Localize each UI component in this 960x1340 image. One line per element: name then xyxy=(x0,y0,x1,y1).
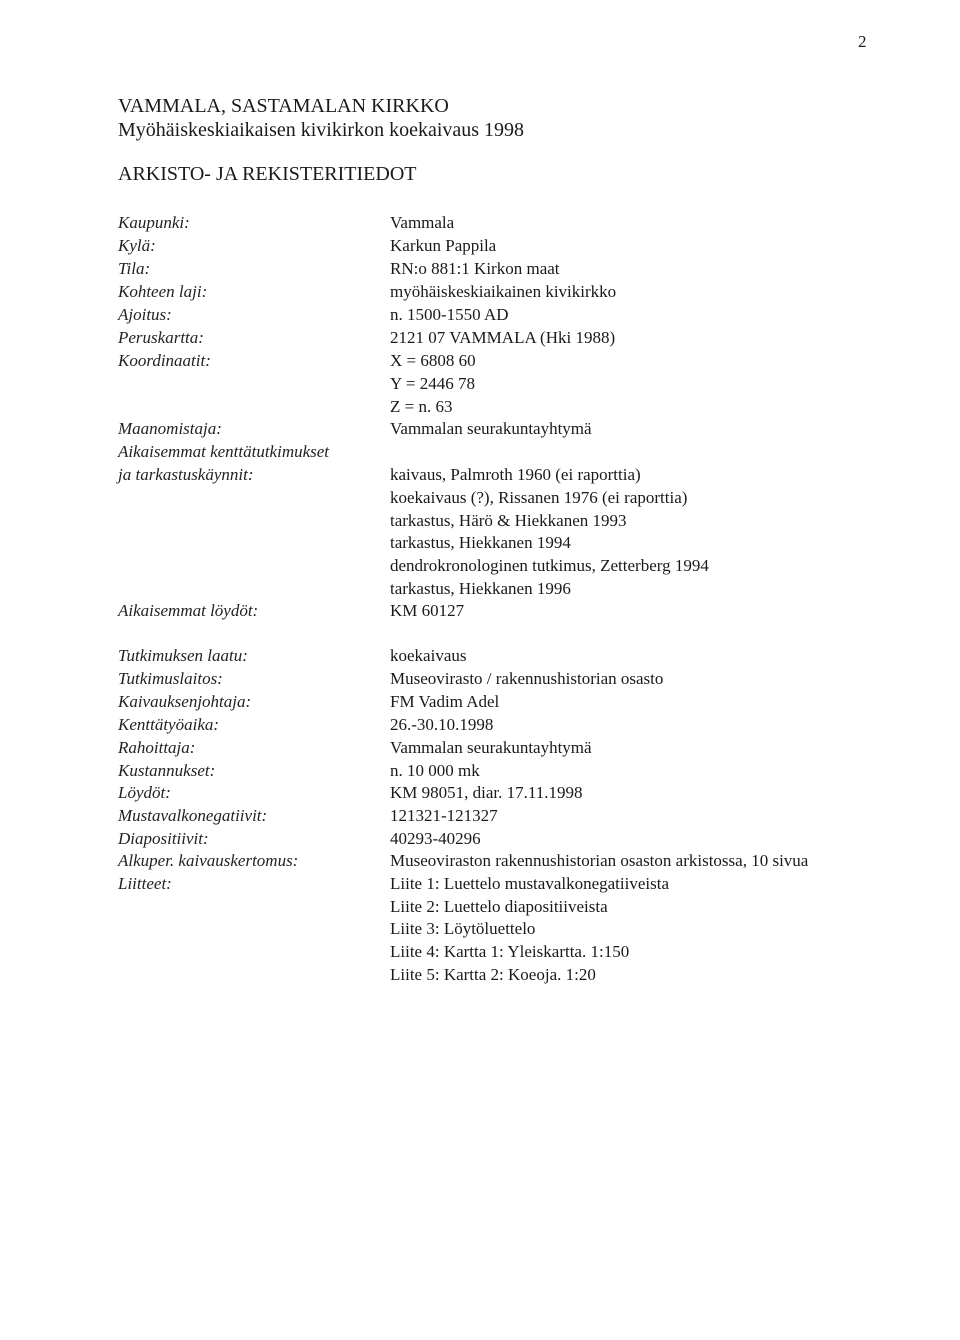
value-rahoittaja: Vammalan seurakuntayhtymä xyxy=(390,738,592,757)
label-koordinaatit: Koordinaatit: xyxy=(118,351,211,370)
label-ajoitus: Ajoitus: xyxy=(118,305,172,324)
value-kaivauksenjohtaja: FM Vadim Adel xyxy=(390,692,500,711)
value-peruskartta: 2121 07 VAMMALA (Hki 1988) xyxy=(390,328,616,347)
list-item-liite: Liite 3: Löytöluettelo xyxy=(390,919,536,938)
label-tila: Tila: xyxy=(118,259,151,278)
label-mustavalkonegatiivit: Mustavalkonegatiivit: xyxy=(118,806,268,825)
value-kohteen-laji: myöhäiskeskiaikainen kivikirkko xyxy=(390,282,617,301)
label-aikaisemmat-kenttatutkimukset: Aikaisemmat kenttätutkimukset xyxy=(118,442,330,461)
list-item-aikaisempi-tutkimus: tarkastus, Härö & Hiekkanen 1993 xyxy=(390,511,627,530)
value-tutkimuslaitos: Museovirasto / rakennushistorian osasto xyxy=(390,669,664,688)
value-kyla: Karkun Pappila xyxy=(390,236,497,255)
label-loydot: Löydöt: xyxy=(118,783,171,802)
list-item-liite: Liite 4: Kartta 1: Yleiskartta. 1:150 xyxy=(390,942,630,961)
label-liitteet: Liitteet: xyxy=(118,874,172,893)
label-tutkimuksen-laatu: Tutkimuksen laatu: xyxy=(118,646,248,665)
list-item-aikaisempi-tutkimus: tarkastus, Hiekkanen 1996 xyxy=(390,579,571,598)
label-kaupunki: Kaupunki: xyxy=(118,213,190,232)
value-koordinaatti-y: Y = 2446 78 xyxy=(390,374,475,393)
page-number: 2 xyxy=(858,32,867,51)
label-kyla: Kylä: xyxy=(118,236,156,255)
label-alkuperainen-kaivauskertomus: Alkuper. kaivauskertomus: xyxy=(118,851,299,870)
value-kaupunki: Vammala xyxy=(390,213,455,232)
list-item-liite: Liite 2: Luettelo diapositiiveista xyxy=(390,897,608,916)
label-aikaisemmat-loydot: Aikaisemmat löydöt: xyxy=(118,601,259,620)
list-item-liite: Liite 5: Kartta 2: Koeoja. 1:20 xyxy=(390,965,596,984)
document-subtitle: Myöhäiskeskiaikaisen kivikirkon koekaivaus 1998 xyxy=(118,119,525,141)
label-kohteen-laji: Kohteen laji: xyxy=(118,282,208,301)
value-mustavalkonegatiivit: 121321-121327 xyxy=(390,806,498,825)
label-kaivauksenjohtaja: Kaivauksenjohtaja: xyxy=(118,692,252,711)
value-ajoitus: n. 1500-1550 AD xyxy=(390,305,509,324)
value-alkuperainen-kaivauskertomus: Museoviraston rakennushistorian osaston arkistossa, 10 sivua xyxy=(390,851,809,870)
label-peruskartta: Peruskartta: xyxy=(118,328,204,347)
value-kustannukset: n. 10 000 mk xyxy=(390,761,480,780)
value-loydot: KM 98051, diar. 17.11.1998 xyxy=(390,783,583,802)
value-diapositiivit: 40293-40296 xyxy=(390,829,481,848)
value-kenttatyoaika: 26.-30.10.1998 xyxy=(390,715,494,734)
list-item-aikaisempi-tutkimus: tarkastus, Hiekkanen 1994 xyxy=(390,533,571,552)
section-heading: ARKISTO- JA REKISTERITIEDOT xyxy=(118,163,417,185)
label-tutkimuslaitos: Tutkimuslaitos: xyxy=(118,669,223,688)
value-koordinaatti-x: X = 6808 60 xyxy=(390,351,476,370)
value-aikaisemmat-loydot: KM 60127 xyxy=(390,601,465,620)
label-maanomistaja: Maanomistaja: xyxy=(118,419,222,438)
list-item-aikaisempi-tutkimus: dendrokronologinen tutkimus, Zetterberg 1994 xyxy=(390,556,709,575)
value-tutkimuksen-laatu: koekaivaus xyxy=(390,646,467,665)
value-maanomistaja: Vammalan seurakuntayhtymä xyxy=(390,419,592,438)
label-tarkastuskaynnit: ja tarkastuskäynnit: xyxy=(118,465,254,484)
list-item-liite: Liite 1: Luettelo mustavalkonegatiiveista xyxy=(390,874,670,893)
label-diapositiivit: Diapositiivit: xyxy=(118,829,209,848)
label-rahoittaja: Rahoittaja: xyxy=(118,738,196,757)
value-tila: RN:o 881:1 Kirkon maat xyxy=(390,259,560,278)
label-kustannukset: Kustannukset: xyxy=(118,761,216,780)
list-item-aikaisempi-tutkimus: kaivaus, Palmroth 1960 (ei raporttia) xyxy=(390,465,641,484)
document-title: VAMMALA, SASTAMALAN KIRKKO xyxy=(118,95,449,117)
list-item-aikaisempi-tutkimus: koekaivaus (?), Rissanen 1976 (ei raporttia) xyxy=(390,488,688,507)
value-koordinaatti-z: Z = n. 63 xyxy=(390,397,453,416)
label-kenttatyoaika: Kenttätyöaika: xyxy=(118,715,220,734)
